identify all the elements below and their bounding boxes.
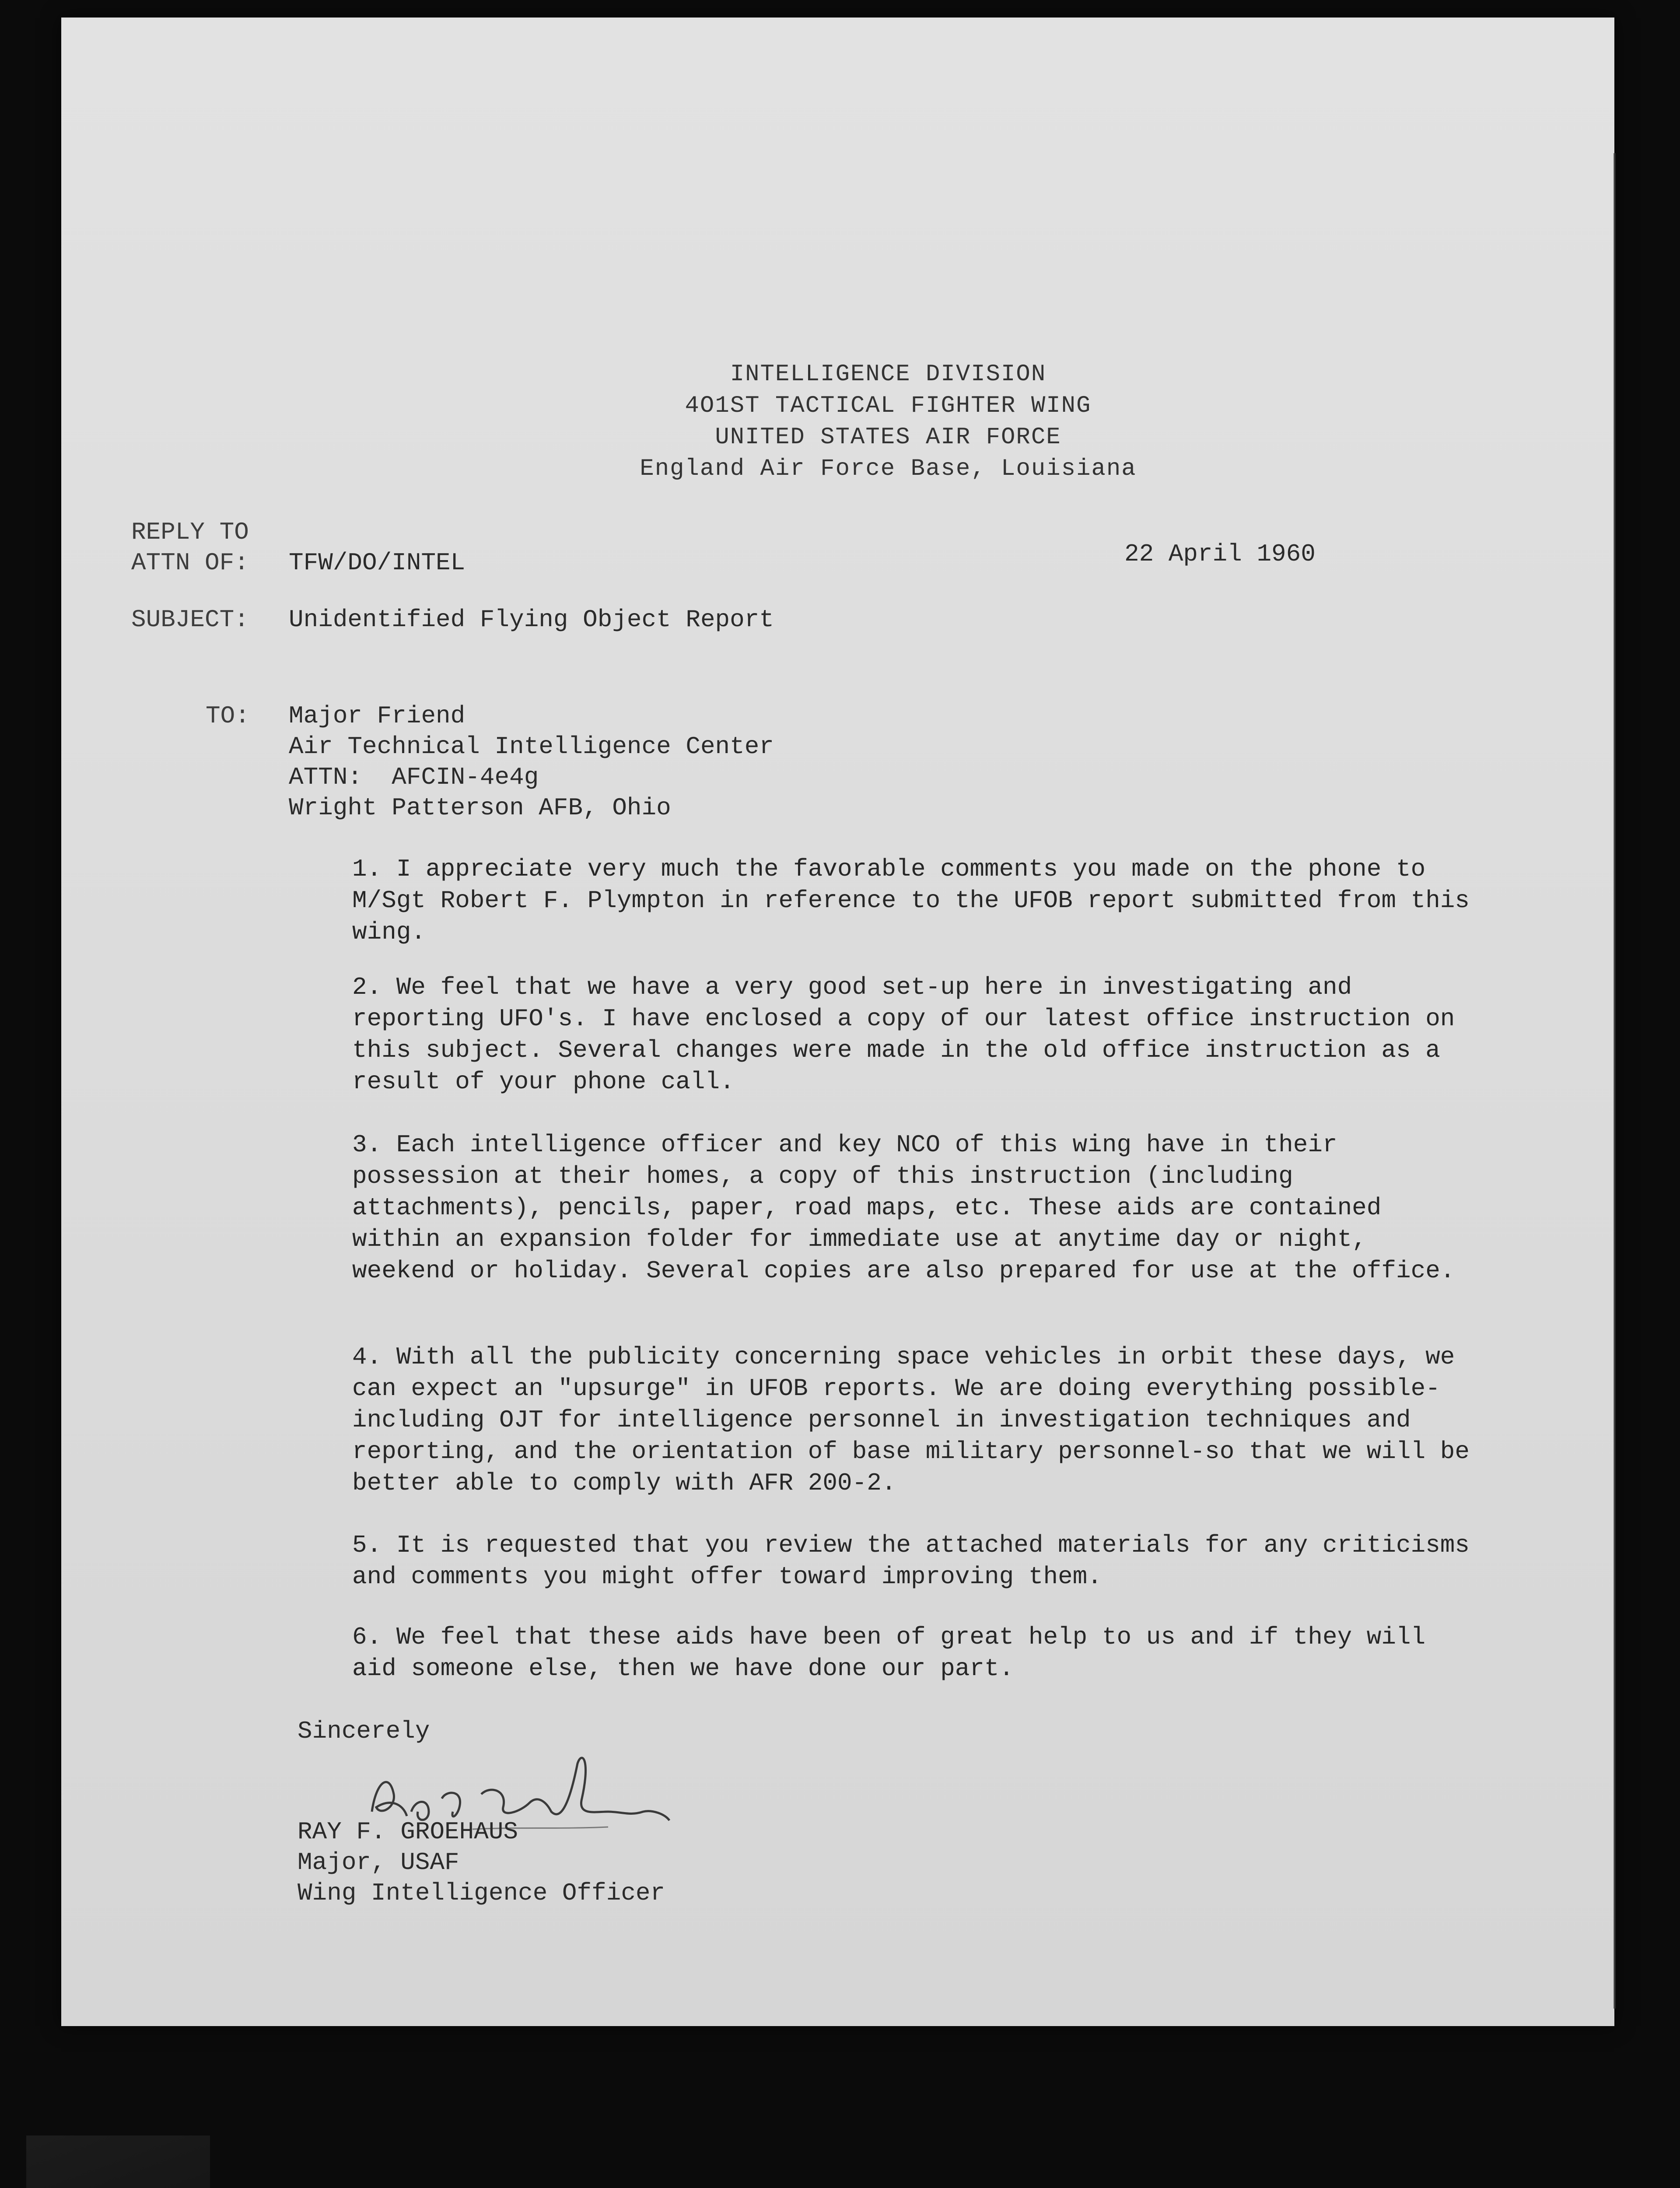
- film-edge-artifact: [26, 2135, 210, 2188]
- addressee-attention: ATTN: AFCIN-4e4g: [289, 763, 539, 791]
- addressee-name: Major Friend: [289, 702, 466, 730]
- office-symbol: TFW/DO/INTEL: [289, 549, 466, 577]
- paragraph-1: 1. I appreciate very much the favorable comments you made on the phone to M/Sgt Robert F. Plympton in reference to the UFOB report submitted from this wing.: [352, 855, 1470, 946]
- addressee-location: Wright Patterson AFB, Ohio: [289, 794, 671, 822]
- letterhead-wing: 4O1ST TACTICAL FIGHTER WING: [685, 393, 1092, 419]
- paragraph-5: 5. It is requested that you review the attached materials for any criticisms and comments you might offer toward improving them.: [352, 1531, 1470, 1591]
- letterhead-division: INTELLIGENCE DIVISION: [730, 361, 1046, 388]
- letterhead: [61, 359, 1680, 485]
- to-label: TO:: [206, 702, 250, 730]
- subject-label: SUBJECT:: [131, 606, 249, 634]
- paragraph-2: 2. We feel that we have a very good set-up here in investigating and reporting UFO's. I have enclosed a copy of our latest office instruction on this subject. Several changes were made in the old office instruction as a result of your phone call.: [352, 973, 1455, 1096]
- paragraph-4: 4. With all the publicity concerning space vehicles in orbit these days, we can expect an "upsurge" in UFOB reports. We are doing everything possible-including OJT for intelligence personnel in investigation techniques and reporting, and the orientation of base military personnel-so that we will be better able to comply with AFR 200-2.: [352, 1343, 1470, 1497]
- letter-page: [61, 18, 1614, 2026]
- closing: Sincerely: [298, 1717, 430, 1745]
- letterhead-base: England Air Force Base, Louisiana: [640, 456, 1137, 482]
- letterhead-service: UNITED STATES AIR FORCE: [715, 424, 1061, 451]
- subject-text: Unidentified Flying Object Report: [289, 606, 774, 634]
- attn-of-label: ATTN OF:: [131, 549, 249, 577]
- paragraph-6: 6. We feel that these aids have been of great help to us and if they will aid someone else, then we have done our part.: [352, 1623, 1426, 1683]
- signatory-title: Wing Intelligence Officer: [298, 1879, 665, 1907]
- signatory-name: RAY F. GROEHAUS: [298, 1818, 518, 1846]
- signatory-rank: Major, USAF: [298, 1848, 459, 1876]
- reply-to-label: REPLY TO: [131, 518, 249, 546]
- letter-date: 22 April 1960: [1124, 540, 1316, 568]
- addressee-organization: Air Technical Intelligence Center: [289, 733, 774, 761]
- paragraph-3: 3. Each intelligence officer and key NCO of this wing have in their possession at their homes, a copy of this instruction (including attachments), pencils, paper, road maps, etc. These aids are contained within an expansion folder for immediate use at anytime day or night, weekend or holiday. Several copies are also prepared for use at the office.: [352, 1131, 1455, 1285]
